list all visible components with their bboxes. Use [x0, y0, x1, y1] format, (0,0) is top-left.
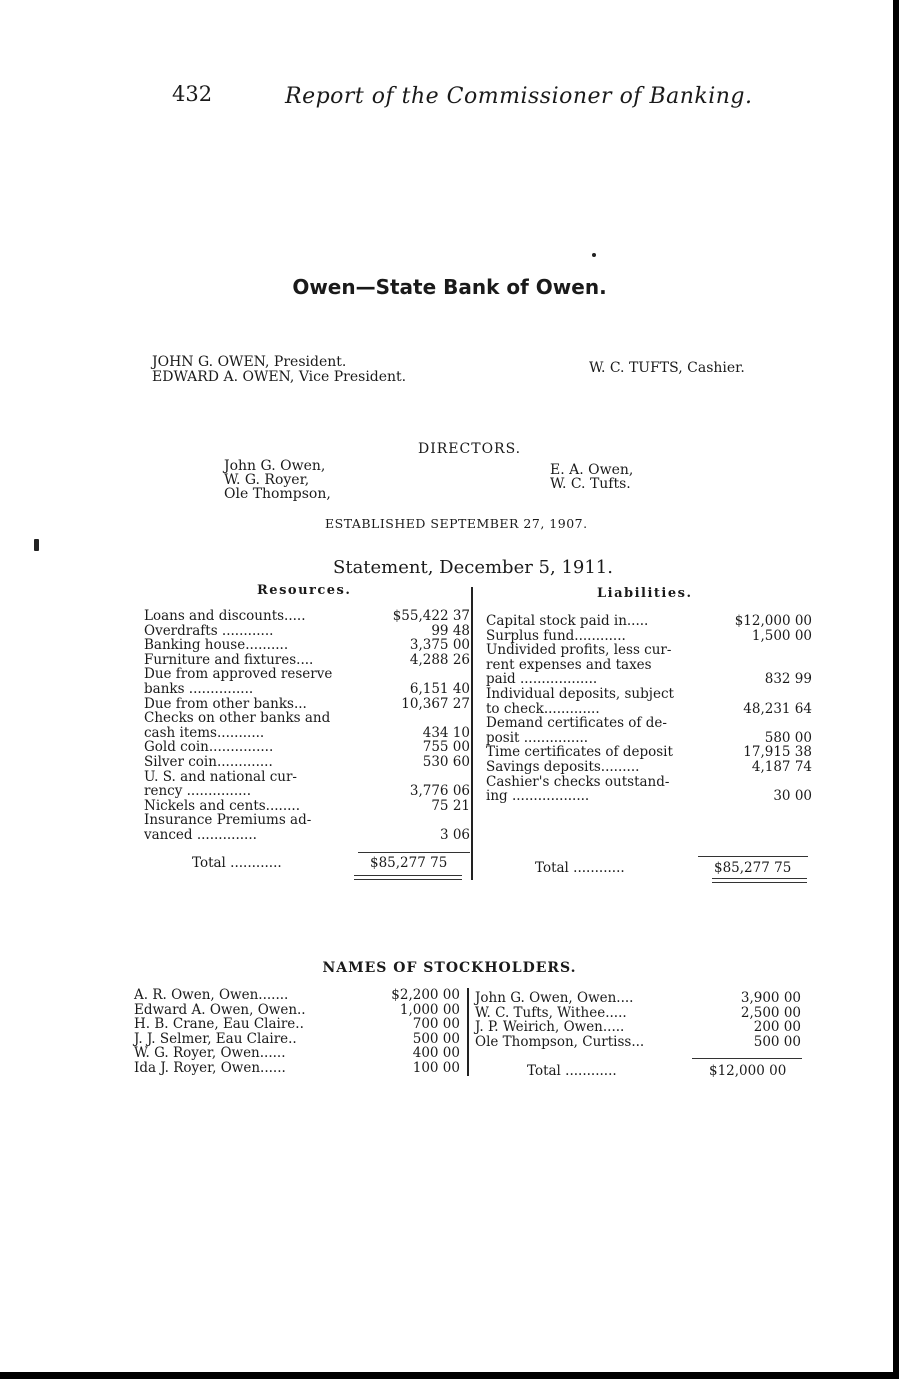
ledger-row	[144, 667, 470, 682]
ledger-row	[134, 1017, 460, 1032]
row-amount: 100 00	[412, 1059, 460, 1076]
ledger-row	[144, 799, 470, 814]
row-amount: $55,422 37	[392, 608, 470, 624]
ledger-row	[134, 1003, 460, 1018]
resources-total-amount: $85,277 75	[370, 855, 448, 871]
row-amount: $12,000 00	[734, 613, 812, 629]
row-label: vanced ..............	[144, 826, 257, 843]
ledger-row	[144, 755, 470, 770]
ledger-row	[144, 638, 470, 653]
row-label: Time certificates of deposit	[486, 744, 673, 761]
row-amount: 755 00	[422, 739, 470, 756]
ledger-row	[486, 702, 812, 717]
row-amount: 3,776 06	[409, 783, 470, 800]
row-amount: 530 60	[422, 753, 470, 770]
row-label: J. J. Selmer, Eau Claire..	[134, 1030, 297, 1047]
row-label: Loans and discounts.....	[144, 608, 306, 624]
ledger-row	[486, 775, 812, 790]
rule	[358, 852, 470, 853]
ink-dot	[592, 253, 596, 257]
ledger-row	[144, 609, 470, 624]
page-number: 432	[172, 82, 213, 106]
ledger-row	[486, 731, 812, 746]
row-amount: 6,151 40	[409, 680, 470, 697]
stockholders-heading: NAMES OF STOCKHOLDERS.	[322, 960, 577, 976]
ledger-row	[475, 1020, 801, 1035]
scan-border-right	[893, 0, 899, 1379]
row-label: Overdrafts ............	[144, 622, 274, 639]
ledger-row	[134, 1061, 460, 1076]
ledger-row	[144, 770, 470, 785]
resources-table	[144, 609, 470, 843]
row-label: John G. Owen, Owen....	[475, 990, 634, 1006]
rule	[354, 879, 462, 880]
ledger-row	[134, 1046, 460, 1061]
liabilities-heading: Liabilities.	[597, 586, 693, 601]
ledger-row	[144, 726, 470, 741]
row-label: Insurance Premiums ad-	[144, 812, 312, 829]
stockholders-total-label: Total ............	[527, 1063, 617, 1079]
row-label: Furniture and fixtures....	[144, 651, 314, 668]
ledger-row	[486, 643, 812, 658]
row-label: Individual deposits, subject	[486, 685, 674, 702]
director-name: W. C. Tufts.	[550, 476, 631, 492]
ledger-row	[134, 1032, 460, 1047]
row-label: banks ...............	[144, 680, 254, 697]
scan-border-bottom	[0, 1372, 899, 1379]
row-label: Ole Thompson, Curtiss...	[475, 1033, 645, 1050]
liabilities-total-amount: $85,277 75	[714, 860, 792, 876]
row-label: U. S. and national cur-	[144, 768, 297, 785]
ledger-row	[486, 760, 812, 775]
row-label: H. B. Crane, Eau Claire..	[134, 1016, 304, 1033]
row-amount: 1,500 00	[751, 627, 812, 644]
row-amount: 1,000 00	[399, 1001, 460, 1018]
rule	[698, 856, 808, 857]
row-amount: 3,375 00	[409, 637, 470, 654]
row-label: cash items...........	[144, 724, 265, 741]
column-divider	[467, 988, 469, 1076]
ledger-row	[486, 687, 812, 702]
row-label: A. R. Owen, Owen.......	[134, 987, 289, 1003]
row-label: Edward A. Owen, Owen..	[134, 1001, 306, 1018]
row-label: Due from other banks...	[144, 695, 307, 712]
row-label: J. P. Weirich, Owen.....	[475, 1019, 625, 1036]
established-date: ESTABLISHED SEPTEMBER 27, 1907.	[325, 516, 588, 531]
ledger-row	[475, 1035, 801, 1050]
rule	[692, 1058, 802, 1059]
ledger-row	[144, 740, 470, 755]
row-label: Capital stock paid in.....	[486, 613, 649, 629]
director-name: Ole Thompson,	[224, 486, 331, 502]
row-amount: 200 00	[753, 1019, 801, 1036]
officer-vice-president: EDWARD A. OWEN, Vice President.	[152, 369, 407, 385]
row-amount: 3 06	[439, 826, 470, 843]
row-label: rent expenses and taxes	[486, 656, 652, 673]
ledger-row	[486, 629, 812, 644]
officer-cashier: W. C. TUFTS, Cashier.	[589, 360, 745, 376]
row-amount: 75 21	[431, 797, 470, 814]
row-label: Silver coin.............	[144, 753, 273, 770]
row-label: rency ...............	[144, 783, 251, 800]
margin-mark	[34, 539, 39, 551]
ledger-row	[144, 784, 470, 799]
director-name: W. G. Royer,	[224, 472, 310, 488]
row-amount: 99 48	[431, 622, 470, 639]
liabilities-total-label: Total ............	[535, 860, 625, 876]
row-label: Cashier's checks outstand-	[486, 773, 670, 790]
ledger-row	[144, 813, 470, 828]
column-divider	[471, 587, 473, 880]
stockholders-left	[134, 988, 460, 1076]
row-amount: 500 00	[753, 1033, 801, 1050]
rule	[712, 878, 807, 879]
row-amount: 30 00	[773, 788, 812, 805]
row-label: Savings deposits.........	[486, 758, 640, 775]
row-label: Demand certificates of de-	[486, 715, 667, 732]
row-amount: 700 00	[412, 1016, 460, 1033]
row-amount: 4,288 26	[409, 651, 470, 668]
row-amount: 400 00	[412, 1045, 460, 1062]
bank-title: Owen—State Bank of Owen.	[292, 275, 607, 299]
ledger-row	[486, 672, 812, 687]
ledger-row	[134, 988, 460, 1003]
director-name: John G. Owen,	[224, 458, 326, 474]
row-amount: 4,187 74	[751, 758, 812, 775]
row-amount: 580 00	[764, 729, 812, 746]
director-name: E. A. Owen,	[550, 462, 634, 478]
statement-title: Statement, December 5, 1911.	[333, 557, 613, 578]
row-label: paid ..................	[486, 671, 598, 688]
ledger-row	[144, 711, 470, 726]
ledger-row	[486, 614, 812, 629]
resources-total-label: Total ............	[192, 855, 282, 871]
row-label: ing ..................	[486, 788, 590, 805]
resources-heading: Resources.	[257, 583, 352, 598]
ledger-row	[486, 716, 812, 731]
ledger-row	[144, 828, 470, 843]
row-label: Surplus fund............	[486, 627, 626, 644]
row-label: W. C. Tufts, Withee.....	[475, 1004, 627, 1021]
row-label: Ida J. Royer, Owen......	[134, 1059, 286, 1076]
ledger-row	[475, 991, 801, 1006]
row-amount: 48,231 64	[743, 700, 812, 717]
row-amount: 2,500 00	[740, 1004, 801, 1021]
stockholders-right	[475, 991, 801, 1049]
row-amount: 10,367 27	[401, 695, 470, 712]
liabilities-table	[486, 614, 812, 804]
row-amount: 500 00	[412, 1030, 460, 1047]
ledger-row	[144, 624, 470, 639]
row-label: Nickels and cents........	[144, 797, 301, 814]
row-label: posit ...............	[486, 729, 589, 746]
row-amount: 17,915 38	[743, 744, 812, 761]
row-label: W. G. Royer, Owen......	[134, 1045, 286, 1062]
row-amount: $2,200 00	[391, 987, 460, 1003]
ledger-row	[486, 745, 812, 760]
ledger-row	[486, 658, 812, 673]
row-label: Due from approved reserve	[144, 666, 333, 683]
officer-president: JOHN G. OWEN, President.	[152, 354, 347, 370]
rule	[354, 875, 462, 876]
directors-heading: DIRECTORS.	[418, 441, 522, 457]
ledger-row	[144, 697, 470, 712]
row-label: Checks on other banks and	[144, 710, 331, 727]
ledger-row	[144, 682, 470, 697]
running-title: Report of the Commissioner of Banking.	[285, 84, 753, 109]
ledger-row	[486, 789, 812, 804]
ledger-row	[475, 1006, 801, 1021]
row-amount: 3,900 00	[740, 990, 801, 1006]
ledger-row	[144, 653, 470, 668]
rule	[712, 882, 807, 883]
row-label: Banking house..........	[144, 637, 289, 654]
row-label: Gold coin...............	[144, 739, 274, 756]
row-amount: 434 10	[422, 724, 470, 741]
stockholders-total-amount: $12,000 00	[709, 1063, 787, 1079]
row-label: to check.............	[486, 700, 600, 717]
row-label: Undivided profits, less cur-	[486, 642, 672, 659]
row-amount: 832 99	[764, 671, 812, 688]
